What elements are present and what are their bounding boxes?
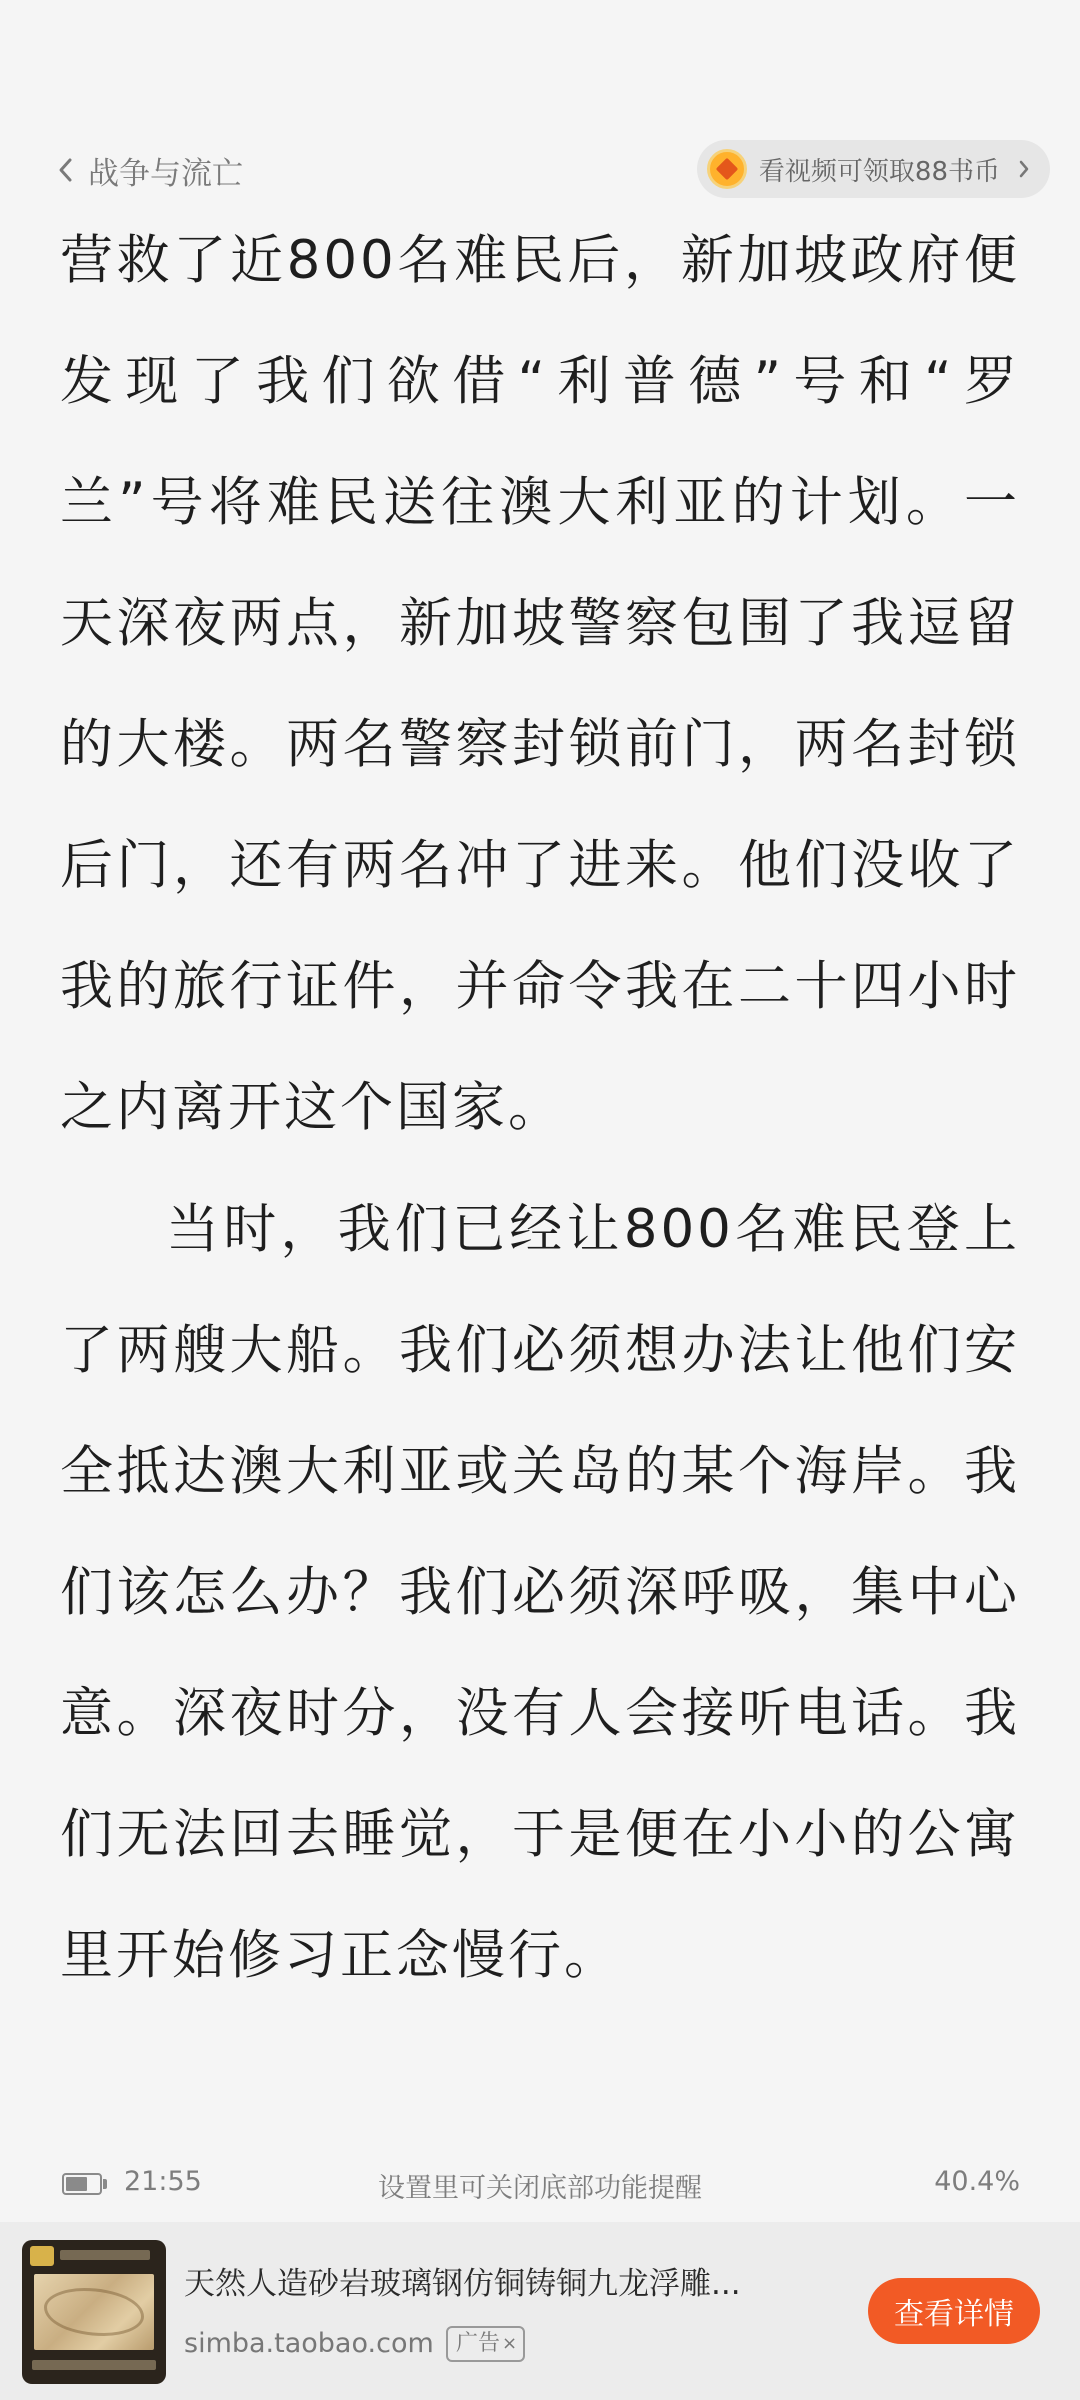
- ad-banner[interactable]: [0, 2222, 1080, 2400]
- reward-text: 看视频可领取88书币: [758, 156, 1000, 187]
- status-footer: [0, 2160, 1080, 2208]
- ad-tag[interactable]: [446, 2326, 525, 2362]
- ad-tag-label: 广告: [456, 2331, 501, 2356]
- coin-icon: [707, 149, 747, 189]
- clock-time: 21:55: [124, 2166, 202, 2197]
- ad-logo: [30, 2246, 54, 2266]
- view-details-button[interactable]: 查看详情: [868, 2278, 1040, 2344]
- top-bar: [0, 140, 1080, 200]
- ad-thumb-caption: [32, 2360, 156, 2370]
- reading-progress: 40.4%: [934, 2166, 1020, 2197]
- footer-hint: 设置里可关闭底部功能提醒: [378, 2173, 702, 2204]
- back-chevron-icon: [58, 157, 74, 183]
- book-title: 战争与流亡: [88, 155, 243, 192]
- reading-content[interactable]: [60, 200, 1020, 2016]
- chevron-right-icon: [1018, 159, 1030, 179]
- ad-url: simba.taobao.com: [184, 2328, 434, 2359]
- ad-thumbnail[interactable]: [22, 2240, 166, 2384]
- back-button[interactable]: [58, 140, 243, 200]
- ad-title[interactable]: 天然人造砂岩玻璃钢仿铜铸铜九龙浮雕...: [184, 2266, 741, 2302]
- paragraph-1: 营救了近800名难民后，新加坡政府便发现了我们欲借“利普德”号和“罗兰”号将难民送往澳大利亚的计划。一天深夜两点，新加坡警察包围了我逗留的大楼。两名警察封锁前门，两名封锁后门，还有两名冲了进来。他们没收了我的旅行证件，并命令我在二十四小时之内离开这个国家。: [60, 230, 1020, 1138]
- reward-video-button[interactable]: [697, 140, 1050, 198]
- ad-logo-text: [60, 2250, 150, 2260]
- close-icon[interactable]: ×: [502, 2333, 518, 2354]
- paragraph-2: 当时，我们已经让800名难民登上了两艘大船。我们必须想办法让他们安全抵达澳大利亚或关岛的某个海岸。我们该怎么办？我们必须深呼吸，集中心意。深夜时分，没有人会接听电话。我们无法回去睡觉，于是便在小小的公寓里开始修习正念慢行。: [60, 1199, 1020, 1986]
- relief-image: [34, 2274, 154, 2350]
